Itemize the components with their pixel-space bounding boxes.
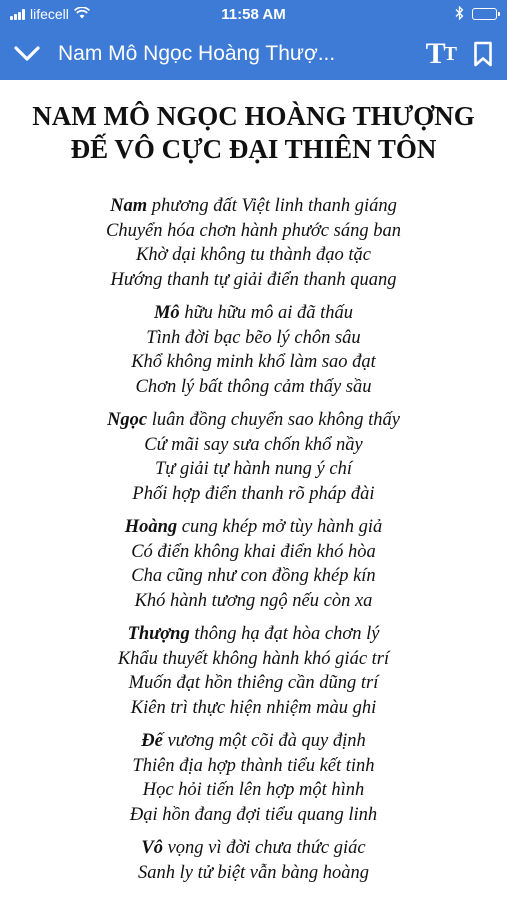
stanza-keyword: Thượng bbox=[127, 624, 190, 644]
poem-line-text: thông hạ đạt hòa chơn lý bbox=[189, 624, 380, 644]
signal-icon bbox=[10, 9, 25, 20]
poem-line: Khẩu thuyết không hành khó giác trí bbox=[117, 648, 390, 669]
poem-body bbox=[0, 194, 507, 885]
poem-line bbox=[0, 836, 507, 861]
poem-line: Có điển không khai điển khó hòa bbox=[131, 541, 376, 562]
stanza-keyword: Mô bbox=[153, 303, 180, 323]
poem-line: Khờ dại không tu thành đạo tặc bbox=[136, 245, 371, 265]
stanza-keyword: Đế bbox=[141, 731, 163, 751]
poem-line: Hướng thanh tự giải điển thanh quang bbox=[110, 269, 397, 290]
poem-line: Tình đời bạc bẽo lý chôn sâu bbox=[146, 327, 361, 348]
stanza bbox=[0, 408, 507, 506]
poem-line: Đại hồn đang đợi tiểu quang linh bbox=[129, 804, 378, 825]
stanza-keyword: Hoàng bbox=[124, 517, 178, 537]
poem-line: Chơn lý bất thông cảm thấy sầu bbox=[135, 376, 372, 397]
poem-line: Khổ không minh khổ làm sao đạt bbox=[131, 352, 376, 372]
poem-line: Phối hợp điển thanh rõ pháp đài bbox=[132, 483, 375, 504]
carrier-label: lifecell bbox=[30, 6, 69, 22]
article-content bbox=[0, 80, 507, 894]
stanza bbox=[0, 836, 507, 885]
stanza-keyword: Vô bbox=[141, 838, 163, 858]
poem-line: Khó hành tương ngộ nếu còn xa bbox=[134, 590, 373, 611]
clock: 11:58 AM bbox=[221, 5, 286, 23]
poem-line: Muốn đạt hồn thiêng cần dũng trí bbox=[128, 673, 379, 693]
poem-line bbox=[0, 729, 507, 754]
poem-line: Tự giải tự hành nung ý chí bbox=[155, 459, 352, 479]
poem-line-text: hữu hữu mô ai đã thấu bbox=[179, 303, 354, 323]
wifi-icon bbox=[74, 6, 90, 22]
chevron-down-icon[interactable] bbox=[14, 46, 40, 62]
heading-line-2: ĐẾ VÔ CỰC ĐẠI THIÊN TÔN bbox=[70, 134, 437, 164]
poem-line: Chuyển hóa chơn hành phước sáng ban bbox=[106, 220, 401, 241]
stanza-keyword: Nam bbox=[110, 196, 148, 216]
stanza bbox=[0, 301, 507, 399]
poem-line-text: cung khép mở tùy hành giả bbox=[177, 517, 383, 537]
page-title: Nam Mô Ngọc Hoàng Thượ... bbox=[58, 42, 336, 65]
bluetooth-icon bbox=[455, 6, 464, 23]
poem-line-text: phương đất Việt linh thanh giáng bbox=[147, 196, 397, 216]
heading-line-1: NAM MÔ NGỌC HOÀNG THƯỢNG bbox=[32, 101, 475, 131]
navigation-bar bbox=[0, 28, 507, 80]
poem-line: Học hỏi tiến lên hợp một hình bbox=[142, 780, 365, 800]
battery-icon bbox=[472, 8, 497, 20]
poem-line: Thiên địa hợp thành tiểu kết tinh bbox=[132, 755, 375, 776]
poem-line: Cứ mãi say sưa chốn khổ nầy bbox=[144, 434, 363, 455]
poem-line bbox=[0, 515, 507, 540]
top-bar bbox=[0, 0, 507, 80]
stanza bbox=[0, 515, 507, 613]
poem-line bbox=[0, 408, 507, 433]
poem-line bbox=[0, 622, 507, 647]
poem-line: Sanh ly tử biệt vẫn bàng hoàng bbox=[137, 862, 370, 883]
poem-line bbox=[0, 194, 507, 219]
stanza-keyword: Ngọc bbox=[107, 410, 148, 430]
text-size-glyph: T bbox=[425, 37, 444, 70]
text-size-glyph-small: T bbox=[443, 42, 455, 65]
stanza bbox=[0, 194, 507, 292]
stanza bbox=[0, 622, 507, 720]
text-size-icon[interactable] bbox=[426, 37, 455, 71]
poem-line-text: vọng vì đời chưa thức giác bbox=[162, 838, 366, 858]
bookmark-icon[interactable] bbox=[473, 41, 493, 67]
poem-line bbox=[0, 301, 507, 326]
poem-line: Cha cũng như con đồng khép kín bbox=[131, 566, 376, 586]
poem-heading bbox=[0, 100, 507, 166]
stanza bbox=[0, 729, 507, 827]
poem-line-text: vương một cõi đà quy định bbox=[162, 731, 366, 751]
poem-line-text: luân đồng chuyển sao không thấy bbox=[147, 410, 400, 430]
poem-line: Kiên trì thực hiện nhiệm màu ghi bbox=[130, 697, 377, 718]
status-bar bbox=[0, 0, 507, 28]
